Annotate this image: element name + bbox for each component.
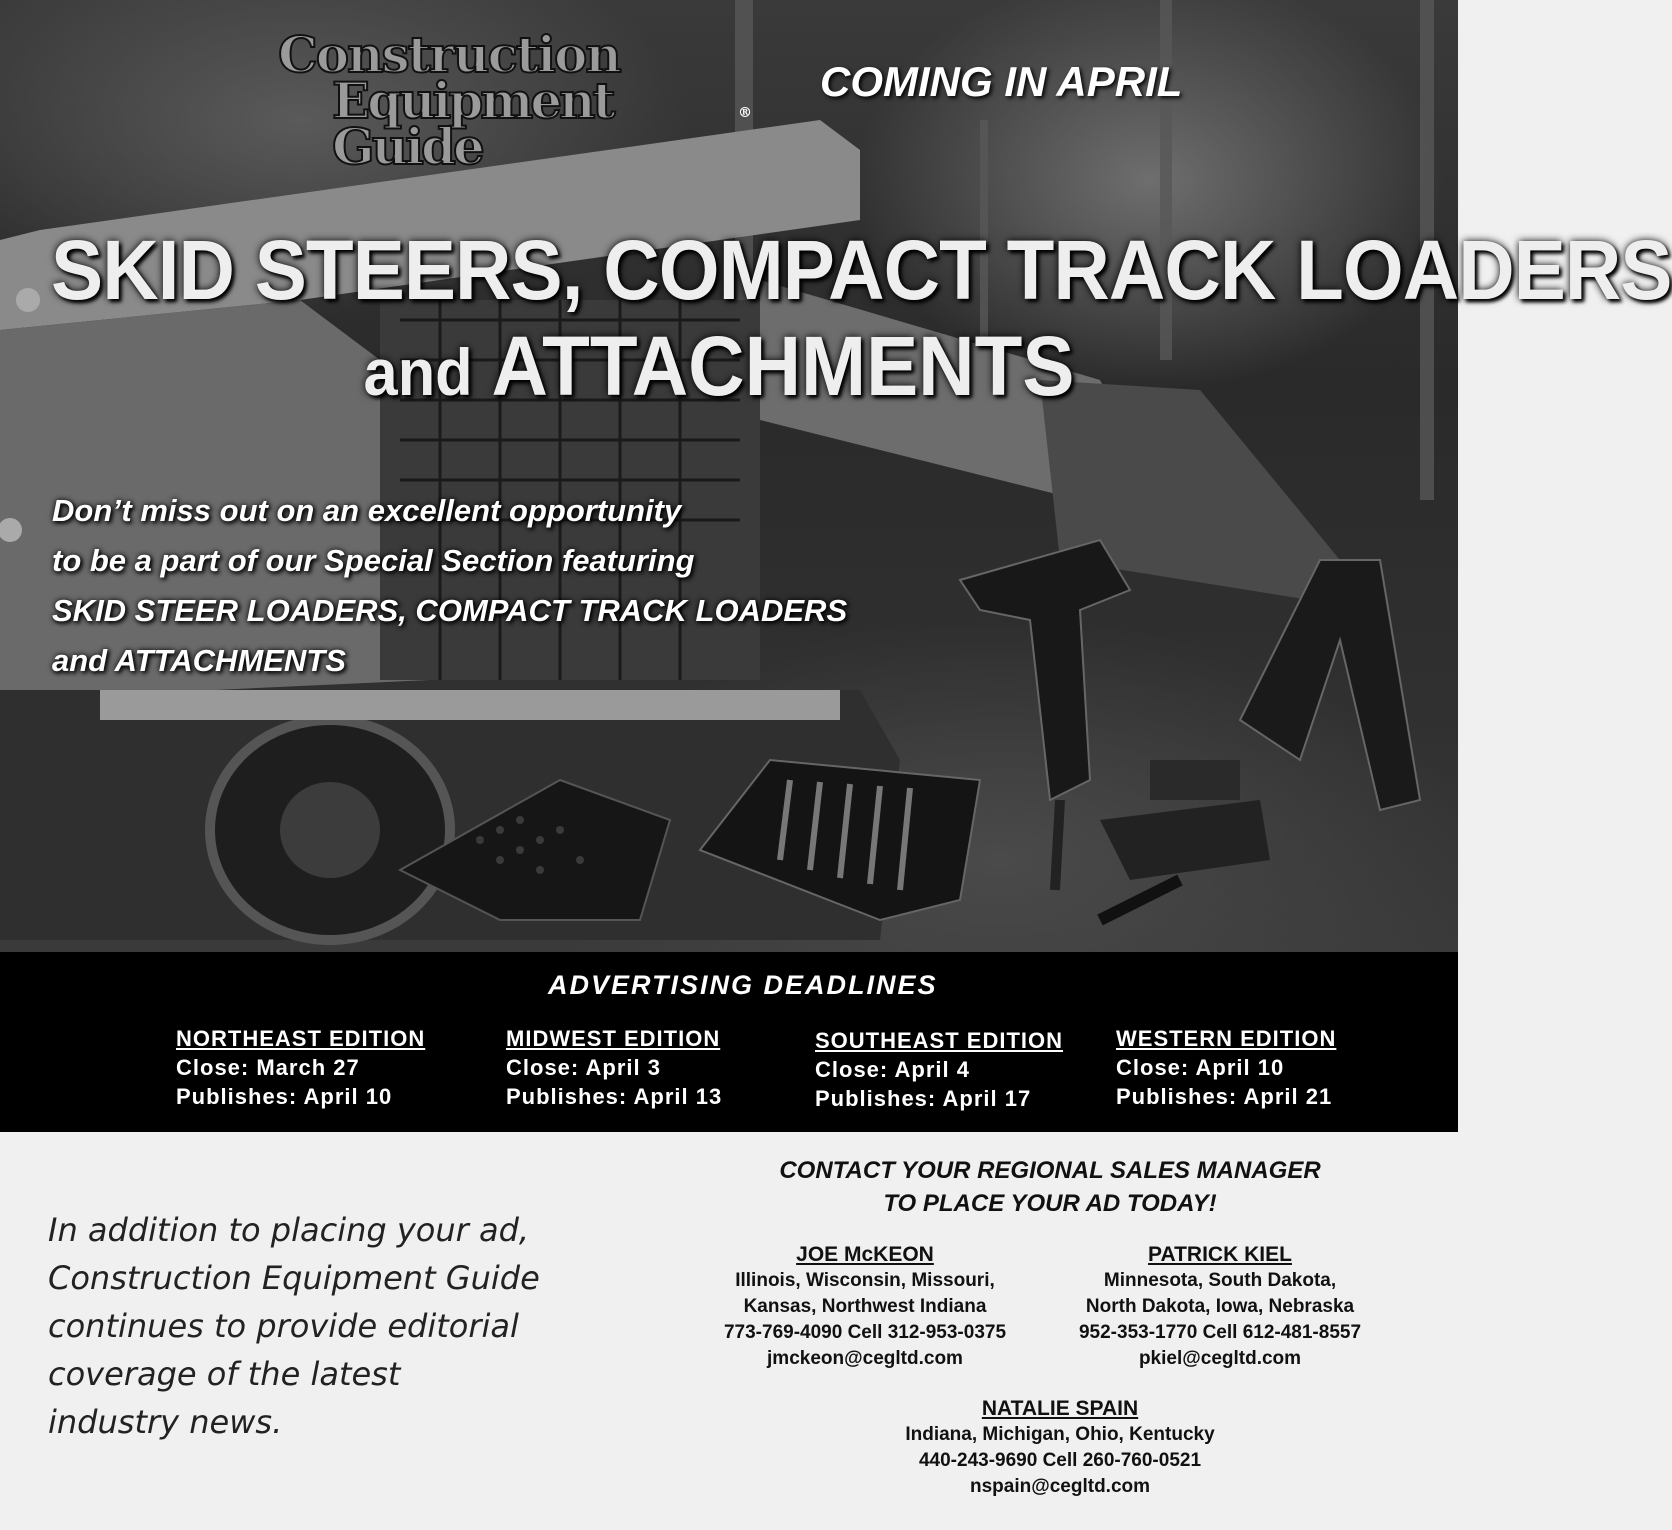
contact-heading-line-1: CONTACT YOUR REGIONAL SALES MANAGER: [779, 1157, 1321, 1184]
edition-name: MIDWEST EDITION: [506, 1026, 721, 1051]
rep-region: Minnesota, South Dakota,: [1103, 1270, 1337, 1291]
edition-publishes: Publishes: April 13: [506, 1084, 723, 1109]
rep-name: PATRICK KIEL: [1148, 1243, 1292, 1266]
edition-publishes: Publishes: April 21: [1116, 1084, 1333, 1109]
rep-phones: 773-769-4090 Cell 312-953-0375: [723, 1322, 1007, 1343]
rep-region: Kansas, Northwest Indiana: [743, 1296, 987, 1317]
headline-line-1: SKID STEERS, COMPACT TRACK LOADERS: [51, 223, 1672, 317]
sales-rep-patrick-kiel: [1040, 1242, 1400, 1372]
edition-close: Close: March 27: [176, 1055, 360, 1080]
edition-name: WESTERN EDITION: [1116, 1026, 1337, 1051]
logo-line-1: Construction: [278, 25, 620, 84]
rep-name: JOE McKEON: [796, 1243, 934, 1266]
promo-line: Don’t miss out on an excellent opportunity: [52, 493, 682, 528]
editorial-note: [48, 1206, 608, 1446]
edition-name: SOUTHEAST EDITION: [815, 1028, 1064, 1053]
registered-mark: ®: [738, 105, 752, 121]
deadlines-title: ADVERTISING DEADLINES: [548, 970, 938, 1000]
edition-southeast: [815, 1026, 1063, 1113]
editorial-line: continues to provide editorial: [48, 1307, 519, 1345]
rep-email[interactable]: nspain@cegltd.com: [969, 1476, 1151, 1497]
edition-name: NORTHEAST EDITION: [176, 1026, 426, 1051]
promo-text: [52, 486, 872, 686]
rep-name: NATALIE SPAIN: [981, 1397, 1139, 1420]
construction-equipment-guide-logo: [272, 25, 752, 176]
headline-line-2: [32, 318, 1407, 420]
rep-phones: 440-243-9690 Cell 260-760-0521: [918, 1450, 1202, 1471]
contact-heading: [700, 1154, 1400, 1220]
advertising-deadlines: [0, 952, 1458, 1132]
sales-rep-natalie-spain: [870, 1396, 1250, 1500]
contact-section: [0, 1132, 1458, 1530]
edition-western: [1116, 1024, 1336, 1111]
edition-close: Close: April 10: [1116, 1055, 1285, 1080]
edition-close: Close: April 4: [815, 1057, 970, 1082]
headline-and: and: [363, 335, 473, 409]
rep-region: Indiana, Michigan, Ohio, Kentucky: [905, 1424, 1215, 1445]
editorial-line: industry news.: [48, 1403, 283, 1441]
promo-line: to be a part of our Special Section featuring: [52, 543, 695, 578]
rep-phones: 952-353-1770 Cell 612-481-8557: [1078, 1322, 1362, 1343]
headline-attachments: ATTACHMENTS: [491, 319, 1075, 413]
editorial-line: In addition to placing your ad,: [48, 1211, 530, 1249]
editorial-line: Construction Equipment Guide: [48, 1259, 540, 1297]
edition-northeast: [176, 1024, 425, 1111]
coming-in-april: COMING IN APRIL: [820, 58, 1183, 105]
edition-midwest: [506, 1024, 722, 1111]
editorial-line: coverage of the latest: [48, 1355, 401, 1393]
edition-publishes: Publishes: April 10: [176, 1084, 393, 1109]
rep-region: Illinois, Wisconsin, Missouri,: [735, 1270, 995, 1291]
contact-heading-line-2: TO PLACE YOUR AD TODAY!: [883, 1190, 1217, 1217]
edition-publishes: Publishes: April 17: [815, 1086, 1032, 1111]
logo-line-2: Equipment Guide: [332, 71, 613, 176]
rep-email[interactable]: jmckeon@cegltd.com: [767, 1348, 963, 1369]
rep-region: North Dakota, Iowa, Nebraska: [1085, 1296, 1355, 1317]
sales-rep-joe-mckeon: [680, 1242, 1050, 1372]
promo-line: SKID STEER LOADERS, COMPACT TRACK LOADERS: [52, 593, 848, 628]
edition-close: Close: April 3: [506, 1055, 661, 1080]
rep-email[interactable]: pkiel@cegltd.com: [1138, 1348, 1302, 1369]
promo-line: and ATTACHMENTS: [52, 643, 346, 678]
headline: [0, 222, 1672, 420]
